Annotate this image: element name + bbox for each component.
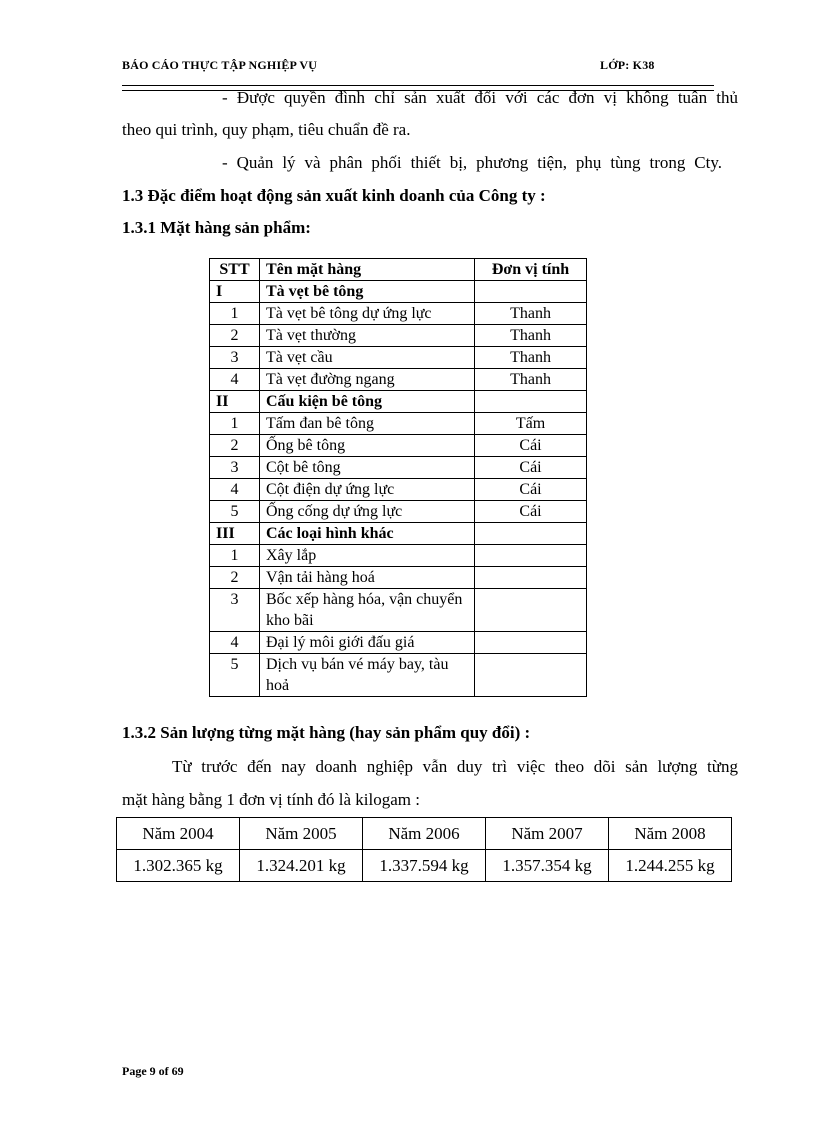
cell-product-name: Tà vẹt đường ngang (260, 369, 475, 391)
output-year-cell: Năm 2008 (609, 818, 732, 850)
cell-unit (475, 545, 587, 567)
output-year-row (117, 818, 732, 850)
cell-product-name: Xây lắp (260, 545, 475, 567)
table-row (210, 567, 587, 589)
table-row (210, 589, 587, 632)
cell-product-name: Cột bê tông (260, 457, 475, 479)
output-year-cell: Năm 2007 (486, 818, 609, 850)
cell-stt: 2 (210, 567, 260, 589)
cell-unit: Cái (475, 501, 587, 523)
cell-product-name: Tà vẹt cầu (260, 347, 475, 369)
products-table (209, 258, 587, 697)
cell-stt: 1 (210, 413, 260, 435)
cell-stt: I (210, 281, 260, 303)
table-row (210, 479, 587, 501)
output-year-cell: Năm 2005 (240, 818, 363, 850)
output-value-row (117, 850, 732, 882)
paragraph-2: - Quản lý và phân phối thiết bị, phương tiện, phụ tùng trong Cty. (222, 153, 722, 172)
table-header-row (210, 259, 587, 281)
output-table (116, 817, 732, 882)
output-value-cell: 1.357.354 kg (486, 850, 609, 882)
table-row (210, 413, 587, 435)
cell-unit (475, 567, 587, 589)
table-row (210, 303, 587, 325)
cell-stt: 1 (210, 303, 260, 325)
cell-product-name: Tà vẹt thường (260, 325, 475, 347)
cell-unit (475, 632, 587, 654)
cell-stt: 3 (210, 457, 260, 479)
cell-stt: 5 (210, 654, 260, 697)
cell-unit: Thanh (475, 369, 587, 391)
cell-stt: 3 (210, 347, 260, 369)
cell-unit: Tấm (475, 413, 587, 435)
table-row (210, 457, 587, 479)
table-row (210, 347, 587, 369)
table-row (210, 501, 587, 523)
header-class: LỚP: K38 (600, 58, 655, 72)
cell-stt: 3 (210, 589, 260, 632)
cell-product-name: Tà vẹt bê tông (260, 281, 475, 303)
cell-stt: 4 (210, 632, 260, 654)
header-product-name: Tên mặt hàng (260, 259, 475, 281)
cell-unit (475, 523, 587, 545)
cell-stt: 4 (210, 369, 260, 391)
cell-unit: Cái (475, 479, 587, 501)
heading-1-3-2: 1.3.2 Sản lượng từng mặt hàng (hay sản phẩm quy đổi) : (122, 723, 531, 742)
table-row (210, 435, 587, 457)
header-title: BÁO CÁO THỰC TẬP NGHIỆP VỤ (122, 58, 318, 72)
cell-product-name: Đại lý môi giới đấu giá (260, 632, 475, 654)
heading-1-3: 1.3 Đặc điểm hoạt động sản xuất kinh doanh của Công ty : (122, 186, 546, 205)
header-unit: Đơn vị tính (475, 259, 587, 281)
output-value-cell: 1.324.201 kg (240, 850, 363, 882)
table-group-row (210, 523, 587, 545)
cell-product-name: Bốc xếp hàng hóa, vận chuyển kho bãi (260, 589, 475, 632)
table-row (210, 632, 587, 654)
cell-product-name: Các loại hình khác (260, 523, 475, 545)
cell-product-name: Vận tải hàng hoá (260, 567, 475, 589)
cell-stt: 5 (210, 501, 260, 523)
cell-unit (475, 281, 587, 303)
table-row (210, 325, 587, 347)
output-value-cell: 1.337.594 kg (363, 850, 486, 882)
cell-product-name: Dịch vụ bán vé máy bay, tàu hoả (260, 654, 475, 697)
paragraph-1-continued: theo qui trình, quy phạm, tiêu chuẩn đề ra. (122, 120, 411, 139)
output-value-cell: 1.244.255 kg (609, 850, 732, 882)
cell-product-name: Tấm đan bê tông (260, 413, 475, 435)
cell-unit (475, 589, 587, 632)
table-row (210, 545, 587, 567)
table-group-row (210, 281, 587, 303)
cell-unit: Cái (475, 435, 587, 457)
paragraph-3: Từ trước đến nay doanh nghiệp vẫn duy trì việc theo dõi sản lượng từng (172, 757, 738, 776)
output-value-cell: 1.302.365 kg (117, 850, 240, 882)
output-year-cell: Năm 2004 (117, 818, 240, 850)
paragraph-3-continued: mặt hàng bằng 1 đơn vị tính đó là kilogam : (122, 790, 420, 809)
paragraph-1: - Được quyền đình chỉ sản xuất đối với các đơn vị không tuân thủ (222, 88, 738, 107)
cell-stt: 2 (210, 325, 260, 347)
table-row (210, 654, 587, 697)
cell-unit: Cái (475, 457, 587, 479)
cell-stt: 1 (210, 545, 260, 567)
cell-product-name: Ống cống dự ứng lực (260, 501, 475, 523)
cell-unit (475, 391, 587, 413)
cell-stt: III (210, 523, 260, 545)
cell-stt: 2 (210, 435, 260, 457)
cell-stt: 4 (210, 479, 260, 501)
heading-1-3-1: 1.3.1 Mặt hàng sản phẩm: (122, 218, 311, 237)
cell-product-name: Cấu kiện bê tông (260, 391, 475, 413)
page-number: Page 9 of 69 (122, 1064, 184, 1078)
cell-unit: Thanh (475, 347, 587, 369)
table-row (210, 369, 587, 391)
cell-unit: Thanh (475, 303, 587, 325)
cell-product-name: Ống bê tông (260, 435, 475, 457)
header-stt: STT (210, 259, 260, 281)
cell-unit: Thanh (475, 325, 587, 347)
cell-unit (475, 654, 587, 697)
cell-product-name: Tà vẹt bê tông dự ứng lực (260, 303, 475, 325)
cell-stt: II (210, 391, 260, 413)
table-group-row (210, 391, 587, 413)
output-year-cell: Năm 2006 (363, 818, 486, 850)
cell-product-name: Cột điện dự ứng lực (260, 479, 475, 501)
